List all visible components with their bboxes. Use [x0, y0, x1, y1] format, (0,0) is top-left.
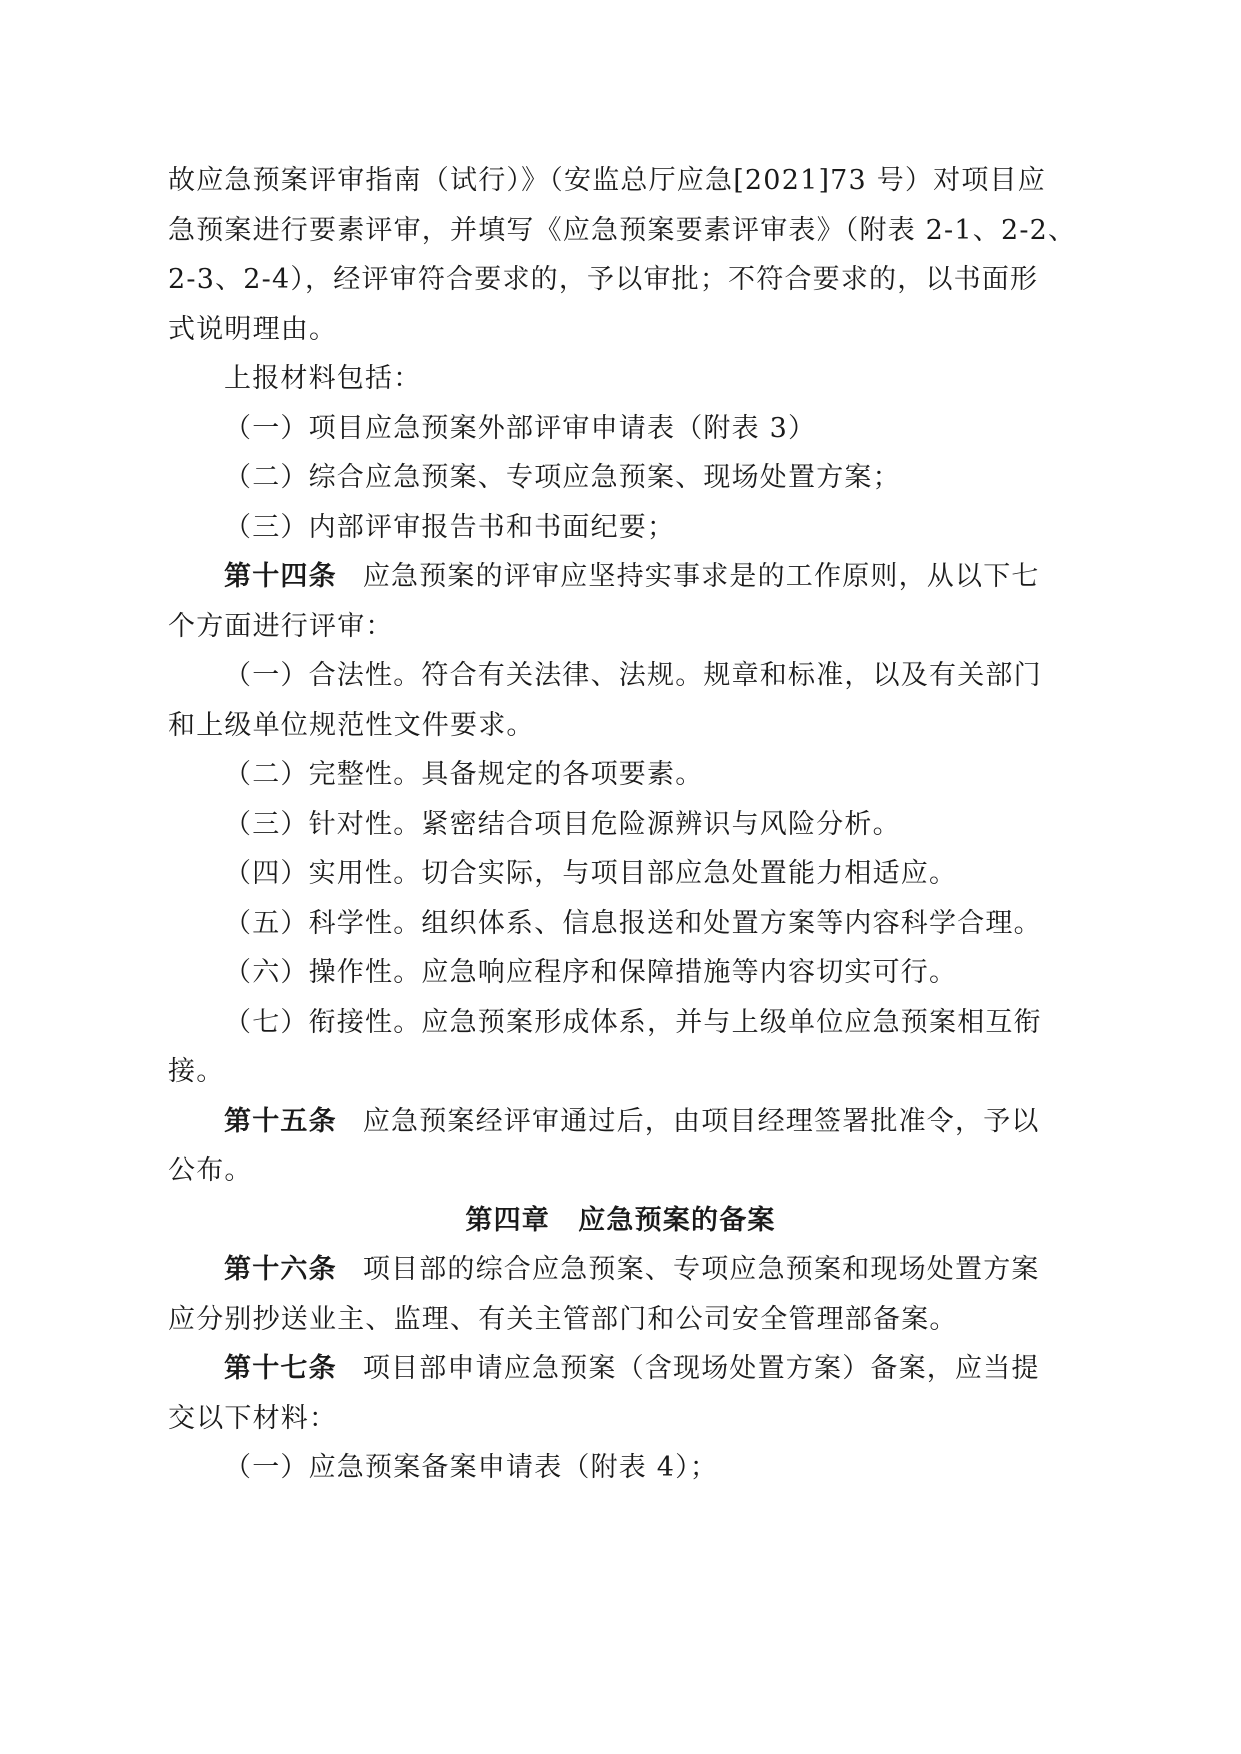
list-item: （三）针对性。紧密结合项目危险源辨识与风险分析。	[224, 809, 901, 840]
body-line: 公布。	[168, 1155, 253, 1186]
list-item: （二）完整性。具备规定的各项要素。	[224, 759, 704, 790]
list-item: （四）实用性。切合实际，与项目部应急处置能力相适应。	[224, 858, 958, 889]
list-item: （二）综合应急预案、专项应急预案、现场处置方案；	[224, 462, 901, 493]
article-number: 第十四条	[224, 561, 337, 592]
list-item: （一）项目应急预案外部评审申请表（附表 3）	[224, 413, 817, 444]
list-item: （七）衔接性。应急预案形成体系，并与上级单位应急预案相互衔	[224, 1007, 1042, 1038]
article-paragraph	[224, 1252, 1040, 1288]
article-paragraph	[224, 1351, 1040, 1387]
body-line: 上报材料包括：	[224, 363, 422, 394]
article-number: 第十六条	[224, 1254, 337, 1285]
list-item: （一）应急预案备案申请表（附表 4）；	[224, 1452, 719, 1483]
article-text: 应急预案的评审应坚持实事求是的工作原则，从以下七	[362, 561, 1040, 592]
body-line: 2-3、2-4），经评审符合要求的，予以审批；不符合要求的，以书面形	[168, 264, 1039, 295]
body-line: 故应急预案评审指南（试行）》（安监总厅应急[2021]73 号）对项目应	[168, 165, 1046, 196]
body-line: 接。	[168, 1056, 225, 1087]
article-text: 应急预案经评审通过后，由项目经理签署批准令，予以	[362, 1106, 1040, 1137]
body-line: 个方面进行评审：	[168, 611, 394, 642]
body-line: 和上级单位规范性文件要求。	[168, 710, 535, 741]
article-paragraph	[224, 559, 1040, 595]
article-paragraph	[224, 1104, 1040, 1140]
body-line: 式说明理由。	[168, 314, 338, 345]
list-item: （三）内部评审报告书和书面纪要；	[224, 512, 676, 543]
list-item: （五）科学性。组织体系、信息报送和处置方案等内容科学合理。	[224, 908, 1042, 939]
article-text: 项目部申请应急预案（含现场处置方案）备案，应当提	[362, 1353, 1040, 1384]
body-line: 交以下材料：	[168, 1403, 338, 1434]
list-item: （六）操作性。应急响应程序和保障措施等内容切实可行。	[224, 957, 958, 988]
article-text: 项目部的综合应急预案、专项应急预案和现场处置方案	[362, 1254, 1040, 1285]
article-number: 第十七条	[224, 1353, 337, 1384]
article-number: 第十五条	[224, 1106, 337, 1137]
list-item: （一）合法性。符合有关法律、法规。规章和标准，以及有关部门	[224, 660, 1042, 691]
chapter-heading: 第四章 应急预案的备案	[465, 1205, 776, 1236]
body-line: 应分别抄送业主、监理、有关主管部门和公司安全管理部备案。	[168, 1304, 958, 1335]
body-line: 急预案进行要素评审，并填写《应急预案要素评审表》（附表 2-1、2-2、	[168, 215, 1077, 246]
